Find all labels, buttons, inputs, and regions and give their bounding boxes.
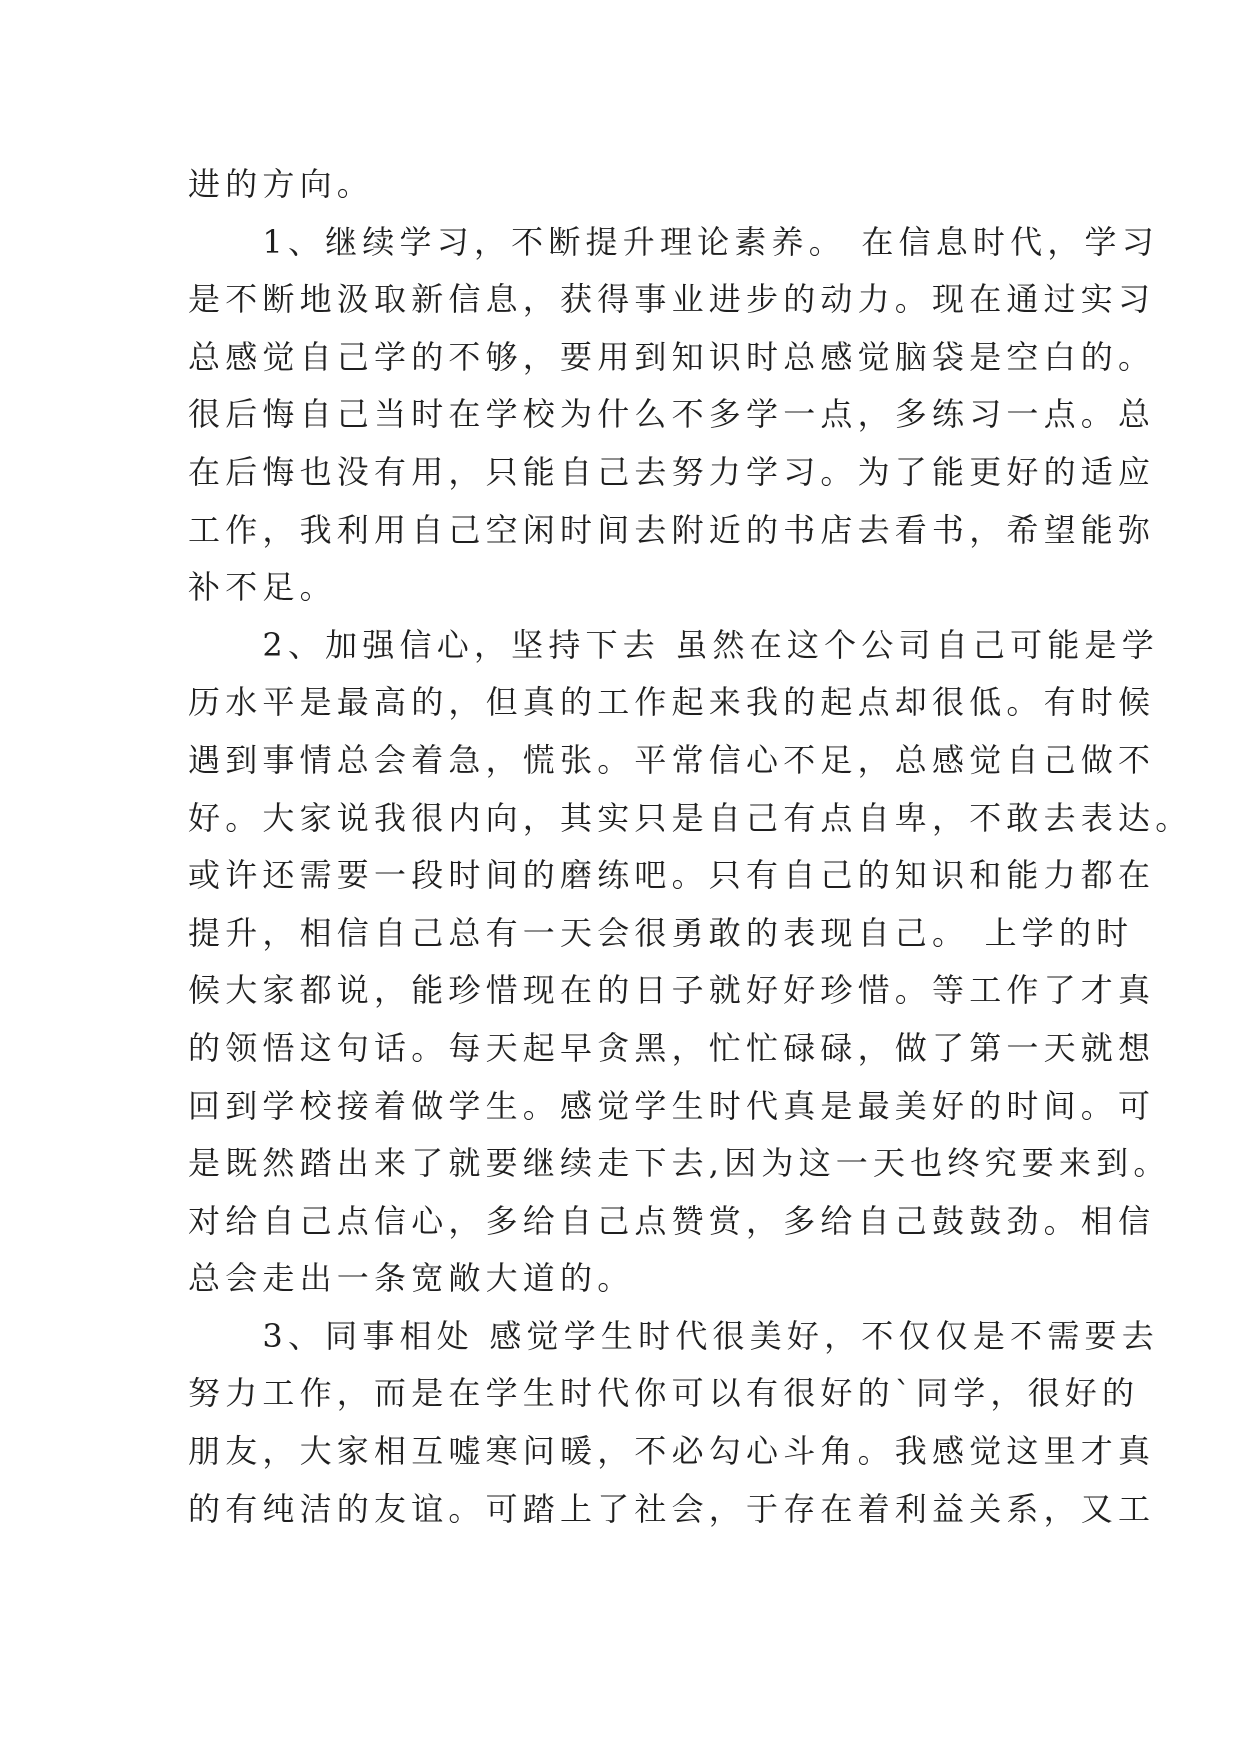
text-line: 好。大家说我很内向，其实只是自己有点自卑，不敢去表达。 xyxy=(188,798,1193,837)
text-line: 3、同事相处 感觉学生时代很美好，不仅仅是不需要去 xyxy=(188,1316,1159,1355)
text-line: 对给自己点信心，多给自己点赞赏，多给自己鼓鼓劲。相信 xyxy=(188,1201,1156,1240)
text-line: 进的方向。 xyxy=(188,165,375,203)
text-line: 提升，相信自己总有一天会很勇敢的表现自己。 上学的时 xyxy=(188,913,1134,952)
text-line: 是既然踏出来了就要继续走下去,因为这一天也终究要来到。 xyxy=(188,1144,1171,1183)
text-line: 的有纯洁的友谊。可踏上了社会，于存在着利益关系，又工 xyxy=(188,1489,1156,1528)
text-line: 回到学校接着做学生。感觉学生时代真是最美好的时间。可 xyxy=(188,1086,1156,1125)
text-line: 候大家都说，能珍惜现在的日子就好好珍惜。等工作了才真 xyxy=(188,971,1156,1010)
text-line: 遇到事情总会着急，慌张。平常信心不足，总感觉自己做不 xyxy=(188,740,1156,779)
text-line: 的领悟这句话。每天起早贪黑，忙忙碌碌，做了第一天就想 xyxy=(188,1028,1156,1067)
text-line: 补不足。 xyxy=(188,568,337,607)
text-line: 总感觉自己学的不够，要用到知识时总感觉脑袋是空白的。 xyxy=(188,337,1156,376)
body-text xyxy=(188,156,1193,1538)
text-line: 努力工作，而是在学生时代你可以有很好的`同学，很好的 xyxy=(188,1374,1140,1413)
text-line: 总会走出一条宽敞大道的。 xyxy=(188,1259,635,1298)
text-line: 是不断地汲取新信息，获得事业进步的动力。现在通过实习 xyxy=(188,280,1156,319)
text-line: 1、继续学习，不断提升理论素养。 在信息时代，学习 xyxy=(188,222,1159,261)
text-line: 2、加强信心，坚持下去 虽然在这个公司自己可能是学 xyxy=(188,625,1159,664)
text-line: 朋友，大家相互嘘寒问暖，不必勾心斗角。我感觉这里才真 xyxy=(188,1432,1156,1471)
text-line: 很后悔自己当时在学校为什么不多学一点，多练习一点。总 xyxy=(188,395,1156,434)
text-line: 工作，我利用自己空闲时间去附近的书店去看书，希望能弥 xyxy=(188,510,1156,549)
text-line: 在后悔也没有用，只能自己去努力学习。为了能更好的适应 xyxy=(188,452,1156,491)
text-line: 或许还需要一段时间的磨练吧。只有自己的知识和能力都在 xyxy=(188,856,1156,895)
text-line: 历水平是最高的，但真的工作起来我的起点却很低。有时候 xyxy=(188,683,1156,722)
